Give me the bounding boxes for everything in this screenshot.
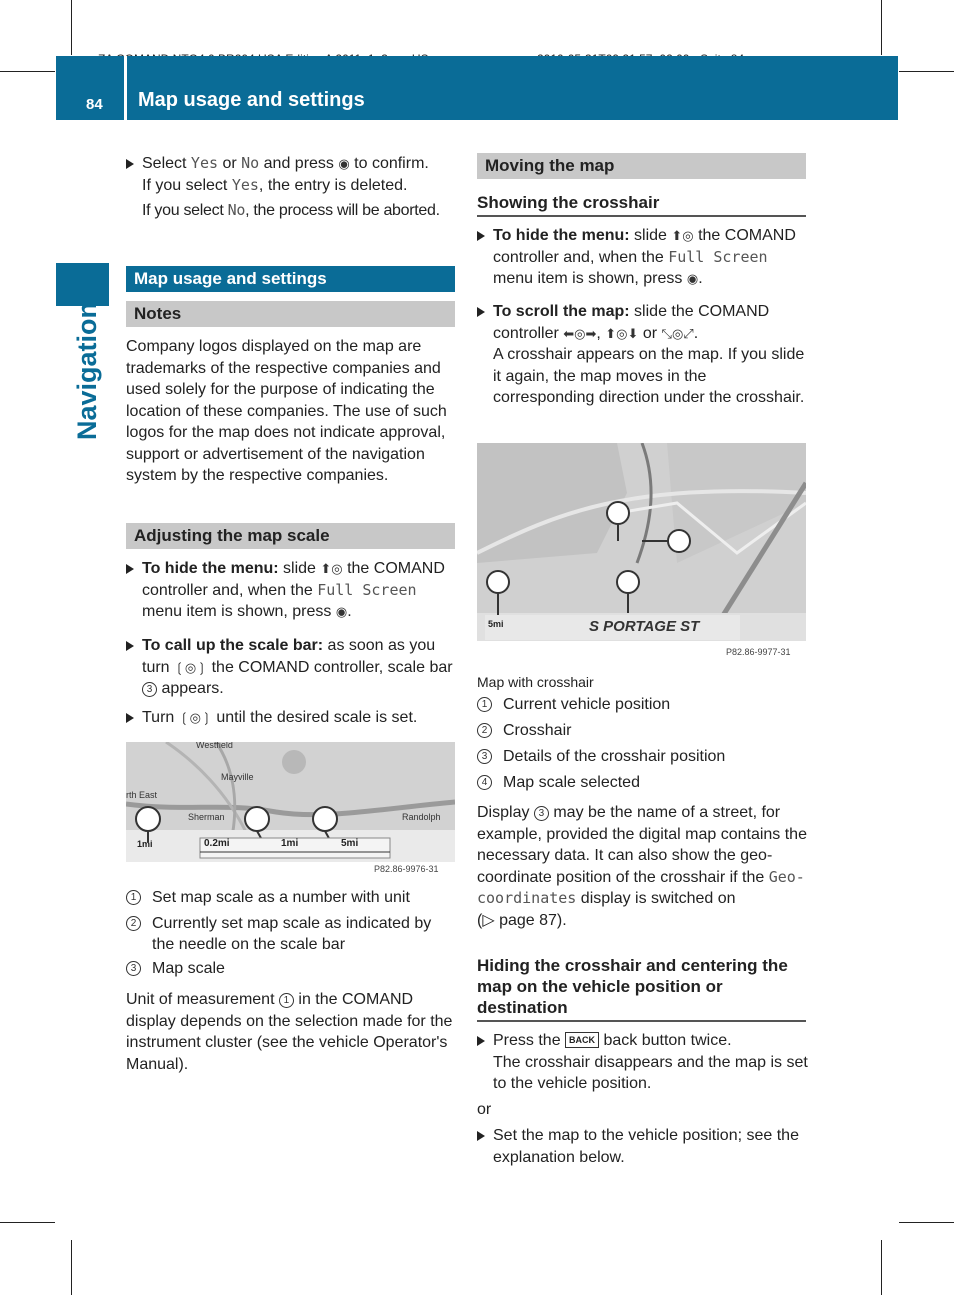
map-street-label: S PORTAGE ST [589,618,700,635]
crosshair-map-image [477,443,806,641]
crop-mark [881,0,882,55]
back-key-icon: BACK [565,1032,599,1048]
slide-up-icon: ⬆◎ [320,561,343,576]
crop-mark [0,1222,55,1223]
display-paragraph: Display 3 may be the name of a street, for example, provided the digital map contains the necessary data. It can also show the geo-coordinate position of the crosshair if the Geo-coordinates display is switched on (▷ page 87). [477,804,807,929]
or-text: or [477,1101,492,1118]
slide-up-icon: ⬆◎ [671,228,694,243]
map-place-label: Mayville [221,772,254,782]
crop-mark [71,1240,72,1295]
press-icon: ◉ [686,271,699,286]
map-scale-tick: 0.2mi [204,838,230,849]
turn-icon: ❲◎❳ [174,659,208,675]
map-place-label: Sherman [188,812,225,822]
turn-icon: ❲◎❳ [178,710,212,725]
section-heading: Map usage and settings [126,266,455,292]
moving-heading: Moving the map [477,153,806,179]
map-scale-tick: 1mi [281,838,299,849]
slide-up-down-icon: ⬆◎⬇ [605,325,639,341]
unit-paragraph: Unit of measurement 1 in the COMAND display depends on the selection made for the instrument cluster (see the vehicle Operator's Manual). [126,991,453,1073]
side-tab-label: Navigation [72,301,102,440]
press-icon: ◉ [338,156,350,171]
notes-text: Company logos displayed on the map are trademarks of the respective companies and used solely for the purpose of indicating the location of these companies. The use of such logos for the map does not indicate approval, support or advertisement of the navigation system by the respective companies. [126,338,447,484]
slide-diagonal-icon: ⤡◎⤢ [661,325,694,341]
crop-mark [899,1222,954,1223]
press-icon: ◉ [335,604,348,619]
page-ref-icon: ▷ [482,911,495,929]
heading-rule [477,215,806,217]
crop-mark [881,1240,882,1295]
crop-mark [899,71,954,72]
map-place-label: Westfield [196,742,233,750]
hiding-heading: Hiding the crosshair and centering the map on the vehicle position or destination [477,956,788,1017]
figure-ref: P82.86-9977-31 [726,647,791,657]
page-title: Map usage and settings [138,89,365,111]
figure-ref: P82.86-9976-31 [374,864,439,874]
slide-left-right-icon: ⬅◎➡ [563,325,597,341]
notes-heading: Notes [126,301,455,327]
header-divider [124,56,127,120]
crop-mark [0,71,55,72]
crop-mark [71,0,72,55]
map-scale-number: 5mi [488,619,504,629]
side-tab-block [56,263,109,306]
map-scale-tick: 5mi [341,838,359,849]
scale-map-image [126,742,455,862]
crosshair-heading: Showing the crosshair [477,193,660,212]
scale-heading: Adjusting the map scale [126,523,455,549]
figure-caption: Map with crosshair [477,674,594,690]
page-number: 84 [86,96,103,113]
map-scale-number: 1mi [137,839,153,849]
map-place-label: rth East [126,790,158,800]
map-place-label: Randolph [402,812,441,822]
heading-rule [477,1020,806,1022]
